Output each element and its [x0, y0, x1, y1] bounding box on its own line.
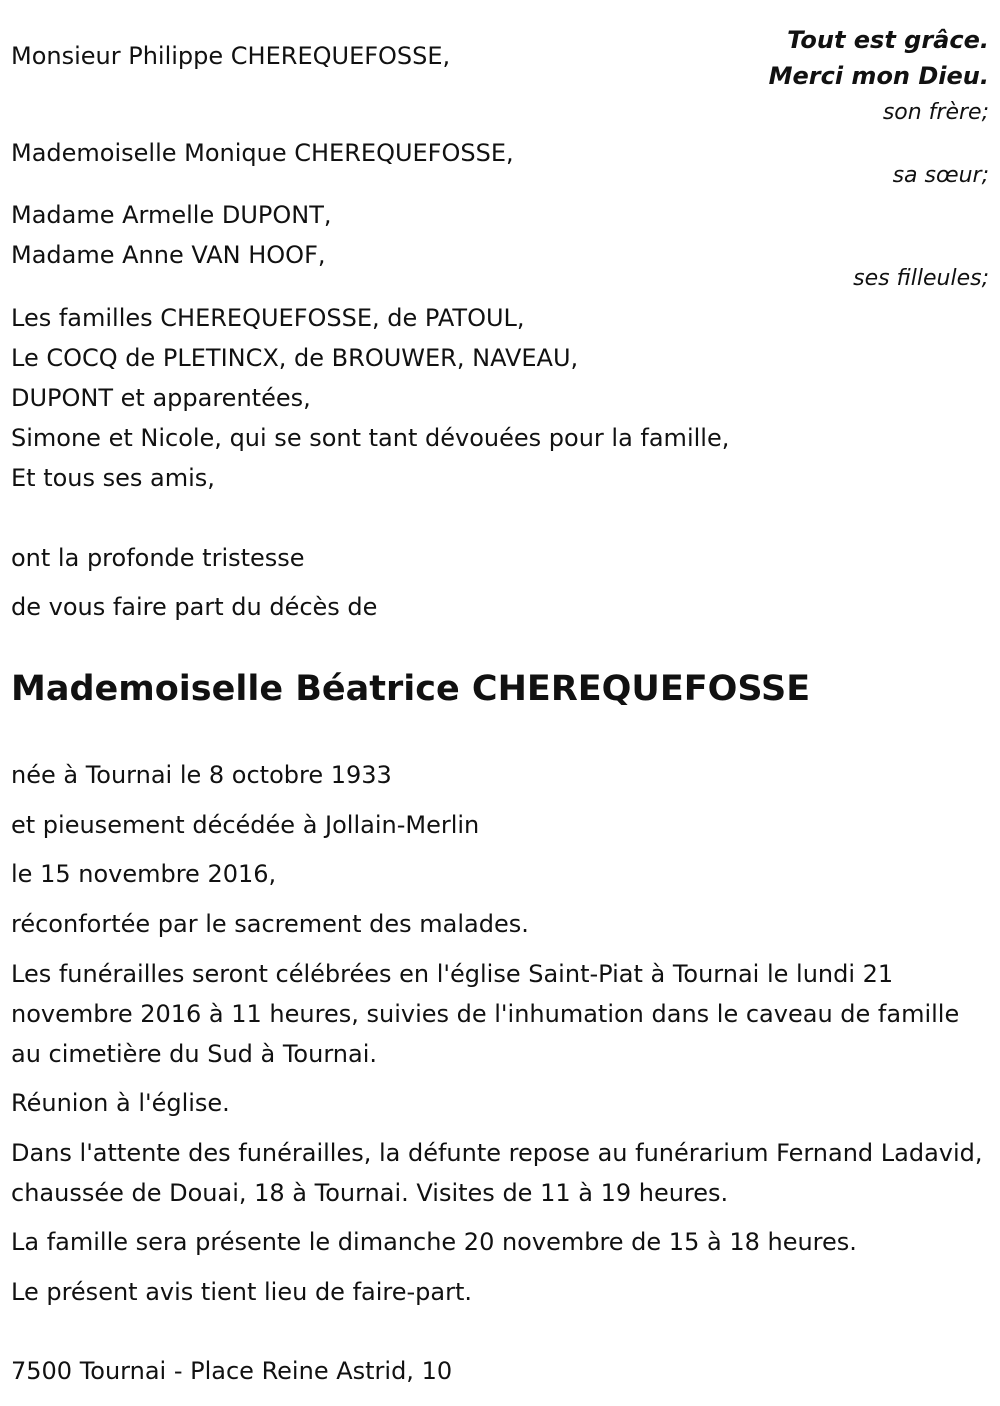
birth-info: née à Tournai le 8 octobre 1933 [11, 761, 392, 789]
relation-goddaughters: ses filleules; [853, 266, 989, 291]
family-sister: Mademoiselle Monique CHEREQUEFOSSE, [11, 139, 514, 167]
announcement-line-1: ont la profonde tristesse [11, 544, 305, 572]
relation-sister: sa sœur; [892, 163, 989, 188]
family-helpers: Simone et Nicole, qui se sont tant dévouées pour la famille, [11, 424, 730, 452]
motto-line-1: Tout est grâce. [787, 26, 989, 54]
family-brother: Monsieur Philippe CHEREQUEFOSSE, [11, 42, 451, 70]
announcement-line-2: de vous faire part du décès de [11, 593, 378, 621]
meeting-info: Réunion à l'église. [11, 1089, 230, 1117]
viewing-info: Dans l'attente des funérailles, la défunte repose au funérarium Fernand Ladavid, chaussée de Douai, 18 à Tournai. Visites de 11 à 19 heures. [11, 1139, 983, 1207]
family-friends: Et tous ses amis, [11, 464, 215, 492]
families-line-3: DUPONT et apparentées, [11, 384, 311, 412]
families-line-2: Le COCQ de PLETINCX, de BROUWER, NAVEAU, [11, 344, 579, 372]
deceased-name: Mademoiselle Béatrice CHEREQUEFOSSE [11, 669, 811, 709]
death-date: le 15 novembre 2016, [11, 860, 277, 888]
families-line-1: Les familles CHEREQUEFOSSE, de PATOUL, [11, 304, 525, 332]
sacrament-info: réconfortée par le sacrement des malades. [11, 910, 529, 938]
notice-info: Le présent avis tient lieu de faire-part. [11, 1278, 473, 1306]
funeral-info: Les funérailles seront célébrées en l'église Saint-Piat à Tournai le lundi 21 novembre 2016 à 11 heures, suivies de l'inhumation dans le caveau de famille au cimetière du Sud à Tournai. [11, 960, 960, 1068]
family-presence-info: La famille sera présente le dimanche 20 novembre de 15 à 18 heures. [11, 1228, 857, 1256]
relation-brother: son frère; [882, 100, 989, 125]
death-place: et pieusement décédée à Jollain-Merlin [11, 811, 480, 839]
family-goddaughter-2: Madame Anne VAN HOOF, [11, 241, 326, 269]
family-goddaughter-1: Madame Armelle DUPONT, [11, 201, 332, 229]
family-address: 7500 Tournai - Place Reine Astrid, 10 [11, 1357, 453, 1385]
motto-line-2: Merci mon Dieu. [768, 62, 989, 90]
